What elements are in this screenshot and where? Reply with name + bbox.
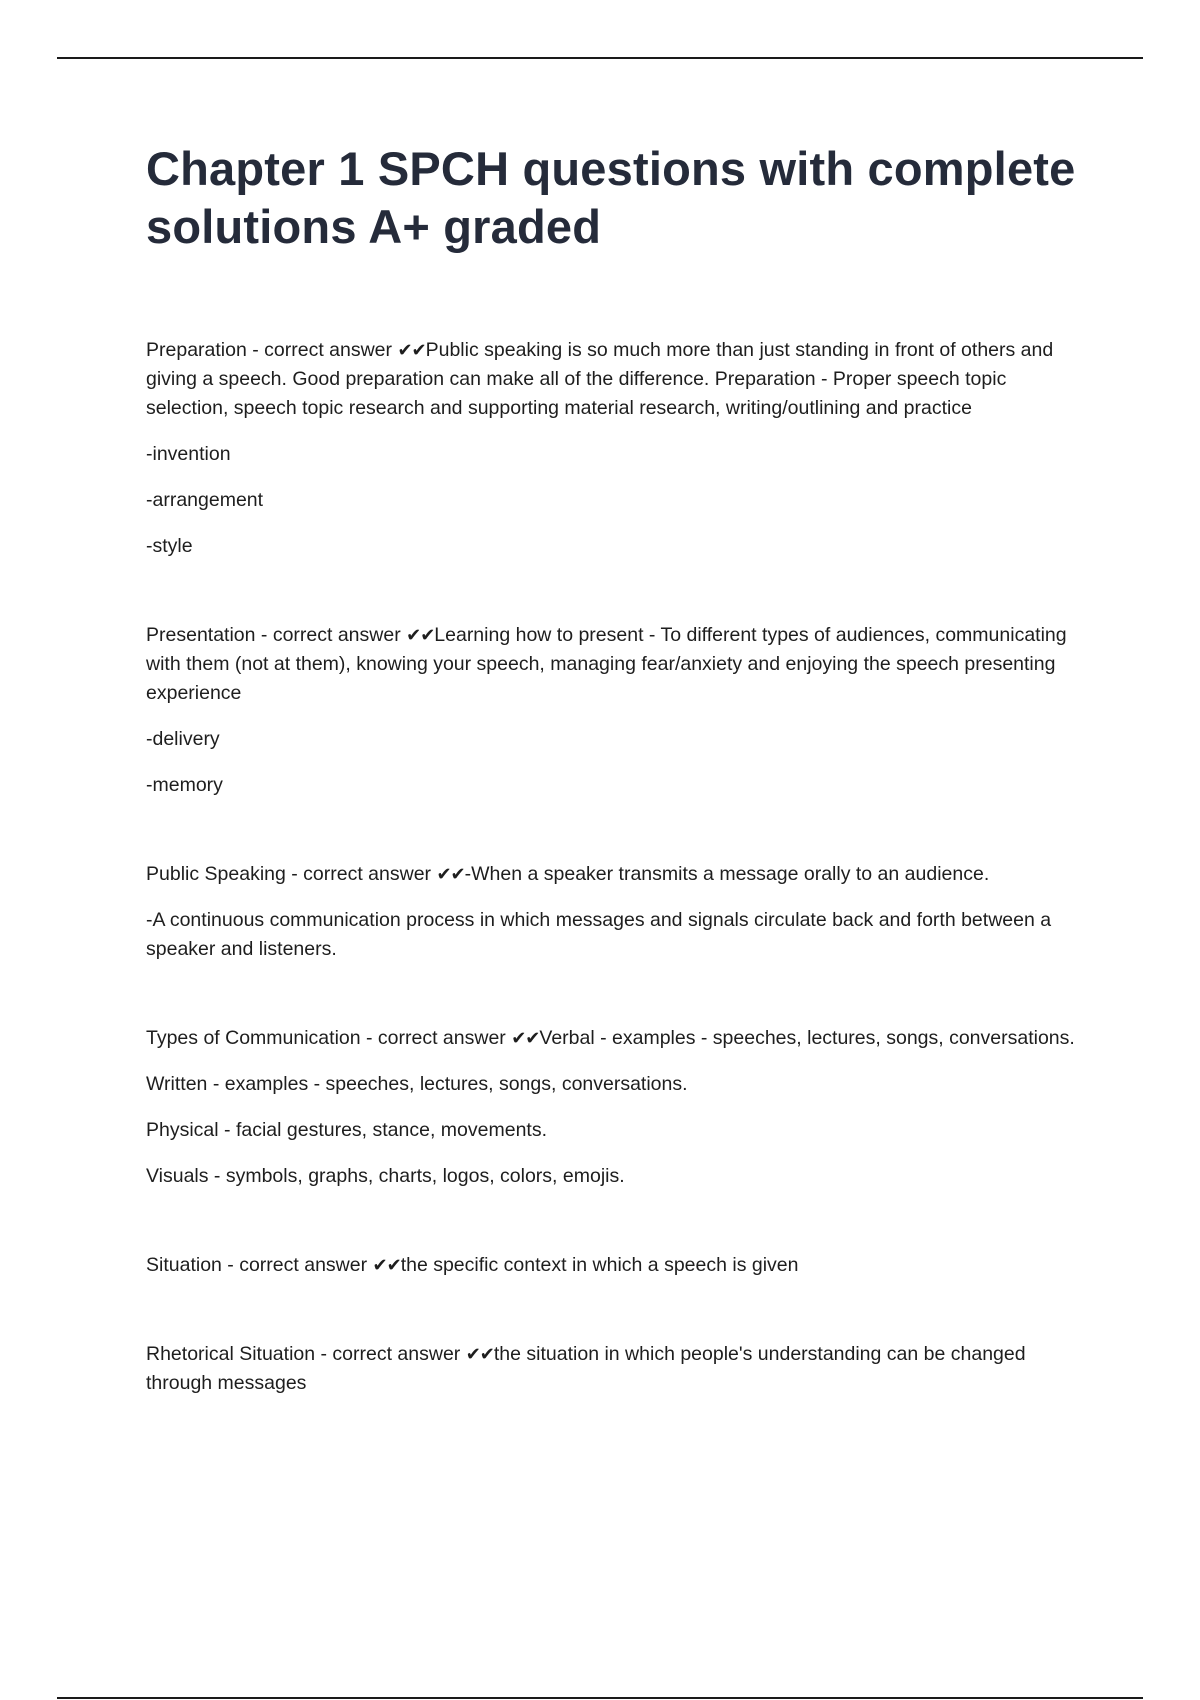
qa-section-presentation xyxy=(146,621,1086,800)
checkmark-icon: ✔✔ xyxy=(372,1255,401,1276)
qa-entry xyxy=(146,621,1086,708)
term: Rhetorical Situation - correct answer xyxy=(146,1343,466,1365)
qa-section-preparation xyxy=(146,336,1086,561)
term: Presentation - correct answer xyxy=(146,624,407,646)
qa-entry xyxy=(146,1251,1086,1280)
document-content xyxy=(146,140,1086,1458)
document-title: Chapter 1 SPCH questions with complete solutions A+ graded xyxy=(146,142,1076,253)
answer-line: -delivery xyxy=(146,728,220,750)
checkmark-icon: ✔✔ xyxy=(465,1344,494,1365)
answer-line: -arrangement xyxy=(146,489,264,511)
term: Types of Communication - correct answer xyxy=(146,1027,512,1049)
checkmark-icon: ✔✔ xyxy=(397,340,426,361)
qa-section-situation xyxy=(146,1251,1086,1280)
term: Public Speaking - correct answer xyxy=(146,863,437,885)
answer: the situation in which people's understanding can be changed through messages xyxy=(146,1343,1026,1394)
answer-line: -invention xyxy=(146,443,231,465)
answer-line: Physical - facial gestures, stance, movements. xyxy=(146,1119,547,1141)
qa-entry xyxy=(146,860,1086,889)
qa-section-types-of-communication xyxy=(146,1024,1086,1191)
answer-line: Visuals - symbols, graphs, charts, logos, colors, emojis. xyxy=(146,1165,625,1187)
answer-line: -A continuous communication process in which messages and signals circulate back and forth between a speaker and listeners. xyxy=(146,909,1052,960)
checkmark-icon: ✔✔ xyxy=(511,1028,540,1049)
top-divider xyxy=(57,57,1143,59)
qa-entry xyxy=(146,336,1086,423)
qa-entry xyxy=(146,1024,1086,1053)
bottom-divider xyxy=(57,1697,1143,1699)
answer: Learning how to present - To different types of audiences, communicating with them (not at them), knowing your speech, managing fear/anxiety and enjoying the speech presenting experience xyxy=(146,624,1067,704)
answer-line: -memory xyxy=(146,774,223,796)
qa-sections xyxy=(146,336,1086,1398)
term: Situation - correct answer xyxy=(146,1254,373,1276)
answer: Public speaking is so much more than just standing in front of others and giving a speech. Good preparation can make all of the difference. Preparation - Proper speech topic selection, speech topic research and supporting material research, writing/outlining and practice xyxy=(146,339,1054,419)
answer: the specific context in which a speech is given xyxy=(400,1254,799,1276)
answer: -When a speaker transmits a message orally to an audience. xyxy=(464,863,990,885)
answer: Verbal - examples - speeches, lectures, songs, conversations. xyxy=(539,1027,1075,1049)
checkmark-icon: ✔✔ xyxy=(406,625,435,646)
qa-section-public-speaking xyxy=(146,860,1086,964)
qa-section-rhetorical-situation xyxy=(146,1340,1086,1398)
qa-entry xyxy=(146,1340,1086,1398)
term: Preparation - correct answer xyxy=(146,339,398,361)
answer-line: Written - examples - speeches, lectures, songs, conversations. xyxy=(146,1073,688,1095)
checkmark-icon: ✔✔ xyxy=(436,864,465,885)
answer-line: -style xyxy=(146,535,193,557)
